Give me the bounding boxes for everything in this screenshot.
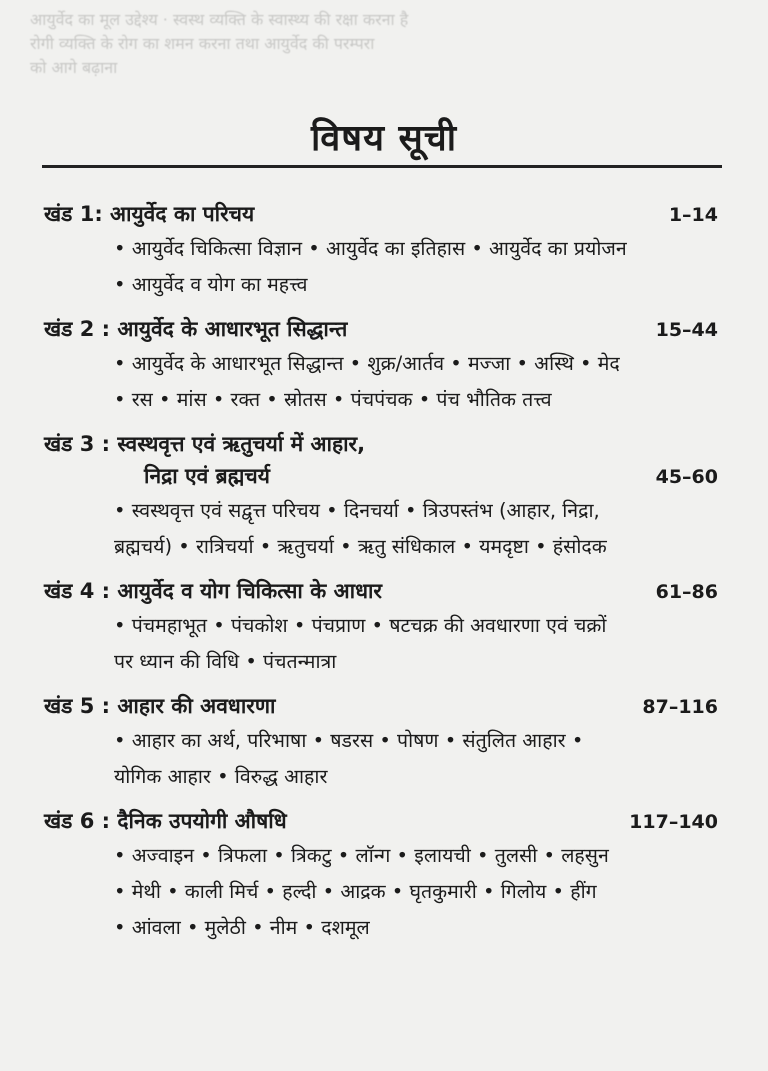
section-heading-continued: निद्रा एवं ब्रह्मचर्य — [144, 464, 270, 488]
section-pages: 117–140 — [629, 811, 718, 833]
toc-section-1 — [44, 198, 720, 303]
section-heading: खंड 1: आयुर्वेद का परिचय — [44, 202, 255, 226]
topic-line: पर ध्यान की विधि • पंचतन्मात्रा — [114, 650, 337, 673]
topic-line: • आंवला • मुलेठी • नीम • दशमूल — [114, 916, 370, 939]
title-divider — [42, 165, 722, 168]
toc-section-3 — [44, 428, 720, 565]
section-topics — [44, 608, 720, 680]
table-of-contents — [44, 198, 720, 956]
section-topics — [44, 723, 720, 795]
section-topics — [44, 493, 720, 565]
section-heading: खंड 6 : दैनिक उपयोगी औषधि — [44, 809, 287, 833]
section-topics — [44, 231, 720, 303]
topic-line: • आयुर्वेद चिकित्सा विज्ञान • आयुर्वेद का इतिहास • आयुर्वेद का प्रयोजन — [114, 237, 627, 260]
section-topics — [44, 838, 720, 946]
section-heading: खंड 4 : आयुर्वेद व योग चिकित्सा के आधार — [44, 579, 383, 603]
section-header — [44, 805, 720, 838]
topic-line: • मेथी • काली मिर्च • हल्दी • आद्रक • घृतकुमारी • गिलोय • हींग — [114, 880, 597, 903]
section-header — [44, 198, 720, 231]
toc-section-5 — [44, 690, 720, 795]
topic-line: ब्रह्मचर्य) • रात्रिचर्या • ऋतुचर्या • ऋतु संधिकाल • यमदृष्टा • हंसोदक — [114, 535, 607, 558]
section-pages: 45–60 — [655, 466, 718, 488]
bleed-line: को आगे बढ़ाना — [30, 58, 118, 77]
section-heading: खंड 2 : आयुर्वेद के आधारभूत सिद्धान्त — [44, 317, 348, 341]
topic-line: • अज्वाइन • त्रिफला • त्रिकटु • लॉन्ग • इलायची • तुलसी • लहसुन — [114, 844, 609, 867]
topic-line: • रस • मांस • रक्त • स्रोतस • पंचपंचक • पंच भौतिक तत्त्व — [114, 388, 552, 411]
section-topics — [44, 346, 720, 418]
toc-section-6 — [44, 805, 720, 946]
bleed-line: रोगी व्यक्ति के रोग का शमन करना तथा आयुर्वेद की परम्परा — [30, 34, 375, 53]
topic-line: • स्वस्थवृत्त एवं सद्वृत्त परिचय • दिनचर्या • त्रिउपस्तंभ (आहार, निद्रा, — [114, 499, 600, 522]
bleed-line: आयुर्वेद का मूल उद्देश्य · स्वस्थ व्यक्ति के स्वास्थ्य की रक्षा करना है — [30, 10, 409, 29]
toc-section-4 — [44, 575, 720, 680]
toc-section-2 — [44, 313, 720, 418]
topic-line: • पंचमहाभूत • पंचकोश • पंचप्राण • षटचक्र की अवधारणा एवं चक्रों — [114, 614, 607, 637]
section-header — [44, 575, 720, 608]
section-heading: खंड 5 : आहार की अवधारणा — [44, 694, 276, 718]
section-heading: खंड 3 : स्वस्थवृत्त एवं ऋतुचर्या में आहार, — [44, 432, 366, 456]
section-pages: 15–44 — [655, 319, 718, 341]
topic-line: • आयुर्वेद व योग का महत्त्व — [114, 273, 308, 296]
section-header — [44, 690, 720, 723]
bleed-through-text — [30, 8, 730, 80]
section-pages: 61–86 — [655, 581, 718, 603]
topic-line: • आयुर्वेद के आधारभूत सिद्धान्त • शुक्र/आर्तव • मज्जा • अस्थि • मेद — [114, 352, 620, 375]
section-pages: 1–14 — [668, 204, 718, 226]
section-pages: 87–116 — [642, 696, 718, 718]
topic-line: योगिक आहार • विरुद्ध आहार — [114, 765, 328, 788]
section-header — [44, 313, 720, 346]
topic-line: • आहार का अर्थ, परिभाषा • षडरस • पोषण • संतुलित आहार • — [114, 729, 584, 752]
section-header-continued — [44, 460, 720, 493]
page-title: विषय सूची — [310, 118, 458, 159]
section-header — [44, 428, 720, 460]
